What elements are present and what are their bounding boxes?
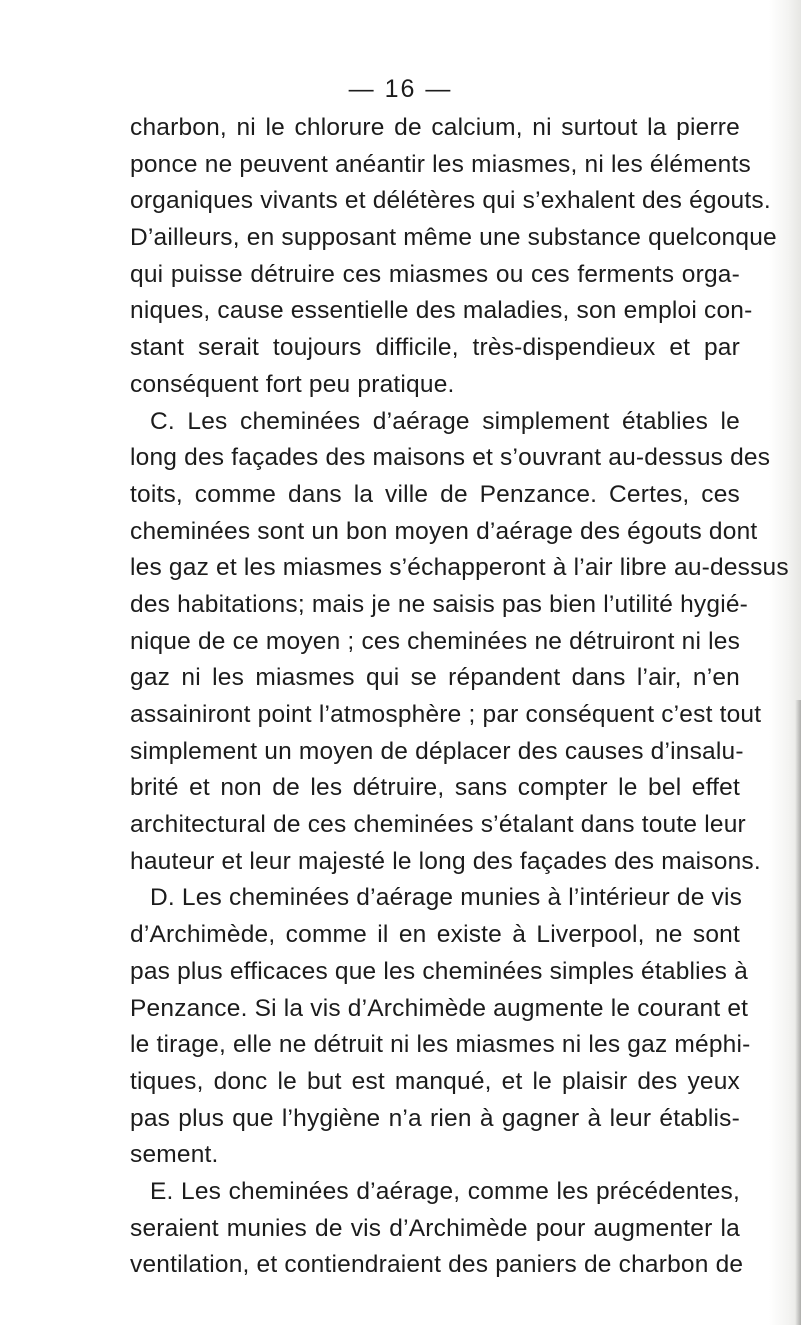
page-edge-shadow <box>795 700 801 1325</box>
text-line: ventilation, et contiendraient des paniers de charbon de <box>130 1251 744 1279</box>
text-line: le tirage, elle ne détruit ni les miasmes ni les gaz méphi- <box>130 1031 751 1059</box>
text-line: des habitations; mais je ne saisis pas bien l’utilité hygié- <box>130 590 749 618</box>
text-line: les gaz et les miasmes s’échapperont à l’air libre au-dessus <box>130 554 789 582</box>
text-line: assainiront point l’atmosphère ; par conséquent c’est tout <box>130 701 762 728</box>
text-line: architectural de ces cheminées s’étalant dans toute leur <box>130 811 746 839</box>
text-line: conséquent fort peu pratique. <box>130 370 455 398</box>
text-line: gaz ni les miasmes qui se répandent dans l’air, n’en <box>130 664 740 692</box>
text-line: simplement un moyen de déplacer des causes d’insalu- <box>130 737 744 765</box>
text-line: qui puisse détruire ces miasmes ou ces ferments orga- <box>130 260 740 288</box>
paragraph-d-start: D. Les cheminées d’aérage munies à l’intérieur de vis <box>150 884 743 912</box>
text-line: D’ailleurs, en supposant même une substance quelconque <box>130 224 777 252</box>
paragraph-c-start: C. Les cheminées d’aérage simplement établies le <box>150 407 740 435</box>
text-line: pas plus efficaces que les cheminées simples établies à <box>130 957 748 985</box>
page-number: — 16 — <box>348 75 453 103</box>
text-line: niques, cause essentielle des maladies, son emploi con- <box>130 297 753 325</box>
text-line: brité et non de les détruire, sans compter le bel effet <box>130 774 740 802</box>
text-line: Penzance. Si la vis d’Archimède augmente le courant et <box>130 994 749 1022</box>
body-text <box>130 110 789 1284</box>
text-line: cheminées sont un bon moyen d’aérage des égouts dont <box>130 517 758 545</box>
text-line: pas plus que l’hygiène n’a rien à gagner à leur établis- <box>130 1104 740 1132</box>
text-line: seraient munies de vis d’Archimède pour augmenter la <box>130 1214 740 1242</box>
text-line: nique de ce moyen ; ces cheminées ne détruiront ni les <box>130 627 741 655</box>
paragraph-e-start: E. Les cheminées d’aérage, comme les précédentes, <box>150 1177 740 1205</box>
text-line: tiques, donc le but est manqué, et le plaisir des yeux <box>130 1067 740 1095</box>
text-line: d’Archimède, comme il en existe à Liverpool, ne sont <box>130 921 740 949</box>
text-line: charbon, ni le chlorure de calcium, ni surtout la pierre <box>130 114 740 141</box>
text-line: long des façades des maisons et s’ouvrant au-dessus des <box>130 444 771 472</box>
text-line: hauteur et leur majesté le long des façades des maisons. <box>130 847 761 875</box>
text-line: stant serait toujours difficile, très-dispendieux et par <box>130 334 740 362</box>
text-line: ponce ne peuvent anéantir les miasmes, ni les éléments <box>130 150 751 178</box>
text-line: toits, comme dans la ville de Penzance. Certes, ces <box>130 480 740 508</box>
text-line: sement. <box>130 1141 219 1169</box>
text-line: organiques vivants et délétères qui s’exhalent des égouts. <box>130 187 771 215</box>
